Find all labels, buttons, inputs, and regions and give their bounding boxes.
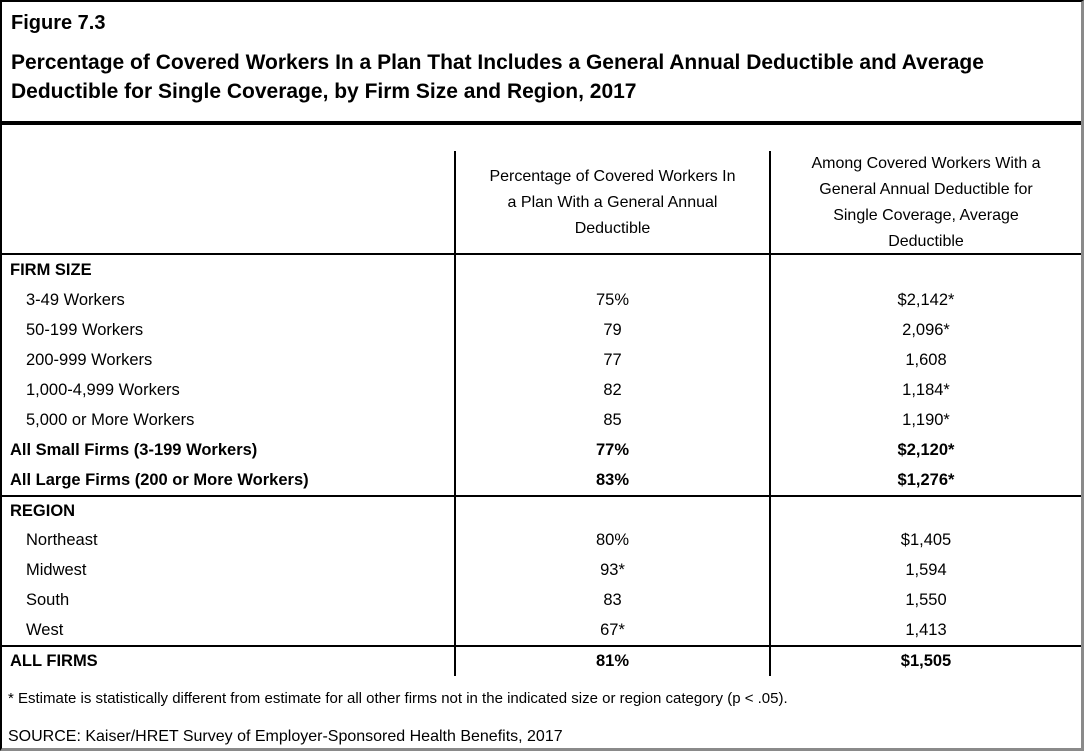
table-row-all-small-firms	[2, 435, 1081, 465]
row-label: Midwest	[26, 560, 87, 579]
header-deductible-text: Among Covered Workers With a General Annual Deductible for Single Coverage, Average Deductible	[811, 155, 1041, 250]
row-label: All Large Firms (200 or More Workers)	[10, 470, 309, 489]
table-row-region-header	[2, 495, 1081, 525]
row-label: South	[26, 590, 70, 609]
title-block	[2, 2, 1081, 106]
row-label: REGION	[10, 501, 76, 520]
row-label: FIRM SIZE	[10, 260, 92, 279]
deductible-cell: $1,276*	[769, 465, 1081, 495]
header-percentage-text: Percentage of Covered Workers In a Plan With a General Annual Deductible	[489, 168, 736, 237]
statistical-footnote: * Estimate is statistically different from estimate for all other firms not in the indicated size or region category (p < .05).	[8, 690, 788, 707]
table-header-row	[2, 151, 1081, 255]
deductible-cell: 1,413	[769, 615, 1081, 645]
deductible-cell: 1,190*	[769, 405, 1081, 435]
figure-title: Percentage of Covered Workers In a Plan That Includes a General Annual Deductible and Average Deductible for Single Coverage, by Firm Size and Region, 2017	[11, 51, 984, 103]
table-row-200-999-workers	[2, 345, 1081, 375]
row-label: Northeast	[26, 530, 98, 549]
table-row-50-199-workers	[2, 315, 1081, 345]
pct-cell: 80%	[454, 525, 769, 555]
table-row-firm-size-header	[2, 255, 1081, 285]
source-citation: SOURCE: Kaiser/HRET Survey of Employer-Sponsored Health Benefits, 2017	[8, 728, 563, 745]
deductible-cell	[769, 497, 1081, 525]
deductible-cell: 2,096*	[769, 315, 1081, 345]
deductible-cell: $2,142*	[769, 285, 1081, 315]
row-label: West	[26, 620, 64, 639]
deductible-cell	[769, 255, 1081, 285]
table-row-all-large-firms	[2, 465, 1081, 495]
table-row-south	[2, 585, 1081, 615]
row-label: 3-49 Workers	[26, 290, 125, 309]
table-row-5000-or-more-workers	[2, 405, 1081, 435]
row-label: All Small Firms (3-199 Workers)	[10, 440, 258, 459]
row-label: 5,000 or More Workers	[26, 410, 195, 429]
header-cell-deductible	[769, 151, 1081, 255]
deductible-cell: $1,505	[769, 647, 1081, 676]
row-label: 1,000-4,999 Workers	[26, 380, 180, 399]
pct-cell	[454, 497, 769, 525]
row-label: 200-999 Workers	[26, 350, 153, 369]
table-row-3-49-workers	[2, 285, 1081, 315]
title-divider-rule	[2, 121, 1081, 125]
pct-cell: 77%	[454, 435, 769, 465]
deductible-cell: 1,184*	[769, 375, 1081, 405]
deductible-cell: 1,550	[769, 585, 1081, 615]
pct-cell: 77	[454, 345, 769, 375]
pct-cell: 83	[454, 585, 769, 615]
header-cell-empty	[2, 151, 454, 255]
table-row-northeast	[2, 525, 1081, 555]
pct-cell: 79	[454, 315, 769, 345]
table-row-west	[2, 615, 1081, 645]
deductible-cell: $1,405	[769, 525, 1081, 555]
deductible-cell: $2,120*	[769, 435, 1081, 465]
pct-cell: 67*	[454, 615, 769, 645]
row-label: 50-199 Workers	[26, 320, 144, 339]
pct-cell: 83%	[454, 465, 769, 495]
pct-cell: 93*	[454, 555, 769, 585]
pct-cell: 81%	[454, 647, 769, 676]
row-label: ALL FIRMS	[10, 652, 98, 670]
figure-label: Figure 7.3	[11, 12, 106, 34]
pct-cell: 75%	[454, 285, 769, 315]
header-cell-percentage	[454, 151, 769, 255]
table-row-all-firms	[2, 645, 1081, 676]
pct-cell: 85	[454, 405, 769, 435]
table-row-midwest	[2, 555, 1081, 585]
pct-cell: 82	[454, 375, 769, 405]
deductible-cell: 1,608	[769, 345, 1081, 375]
deductible-cell: 1,594	[769, 555, 1081, 585]
table-row-1000-4999-workers	[2, 375, 1081, 405]
pct-cell	[454, 255, 769, 285]
data-table	[2, 151, 1081, 676]
